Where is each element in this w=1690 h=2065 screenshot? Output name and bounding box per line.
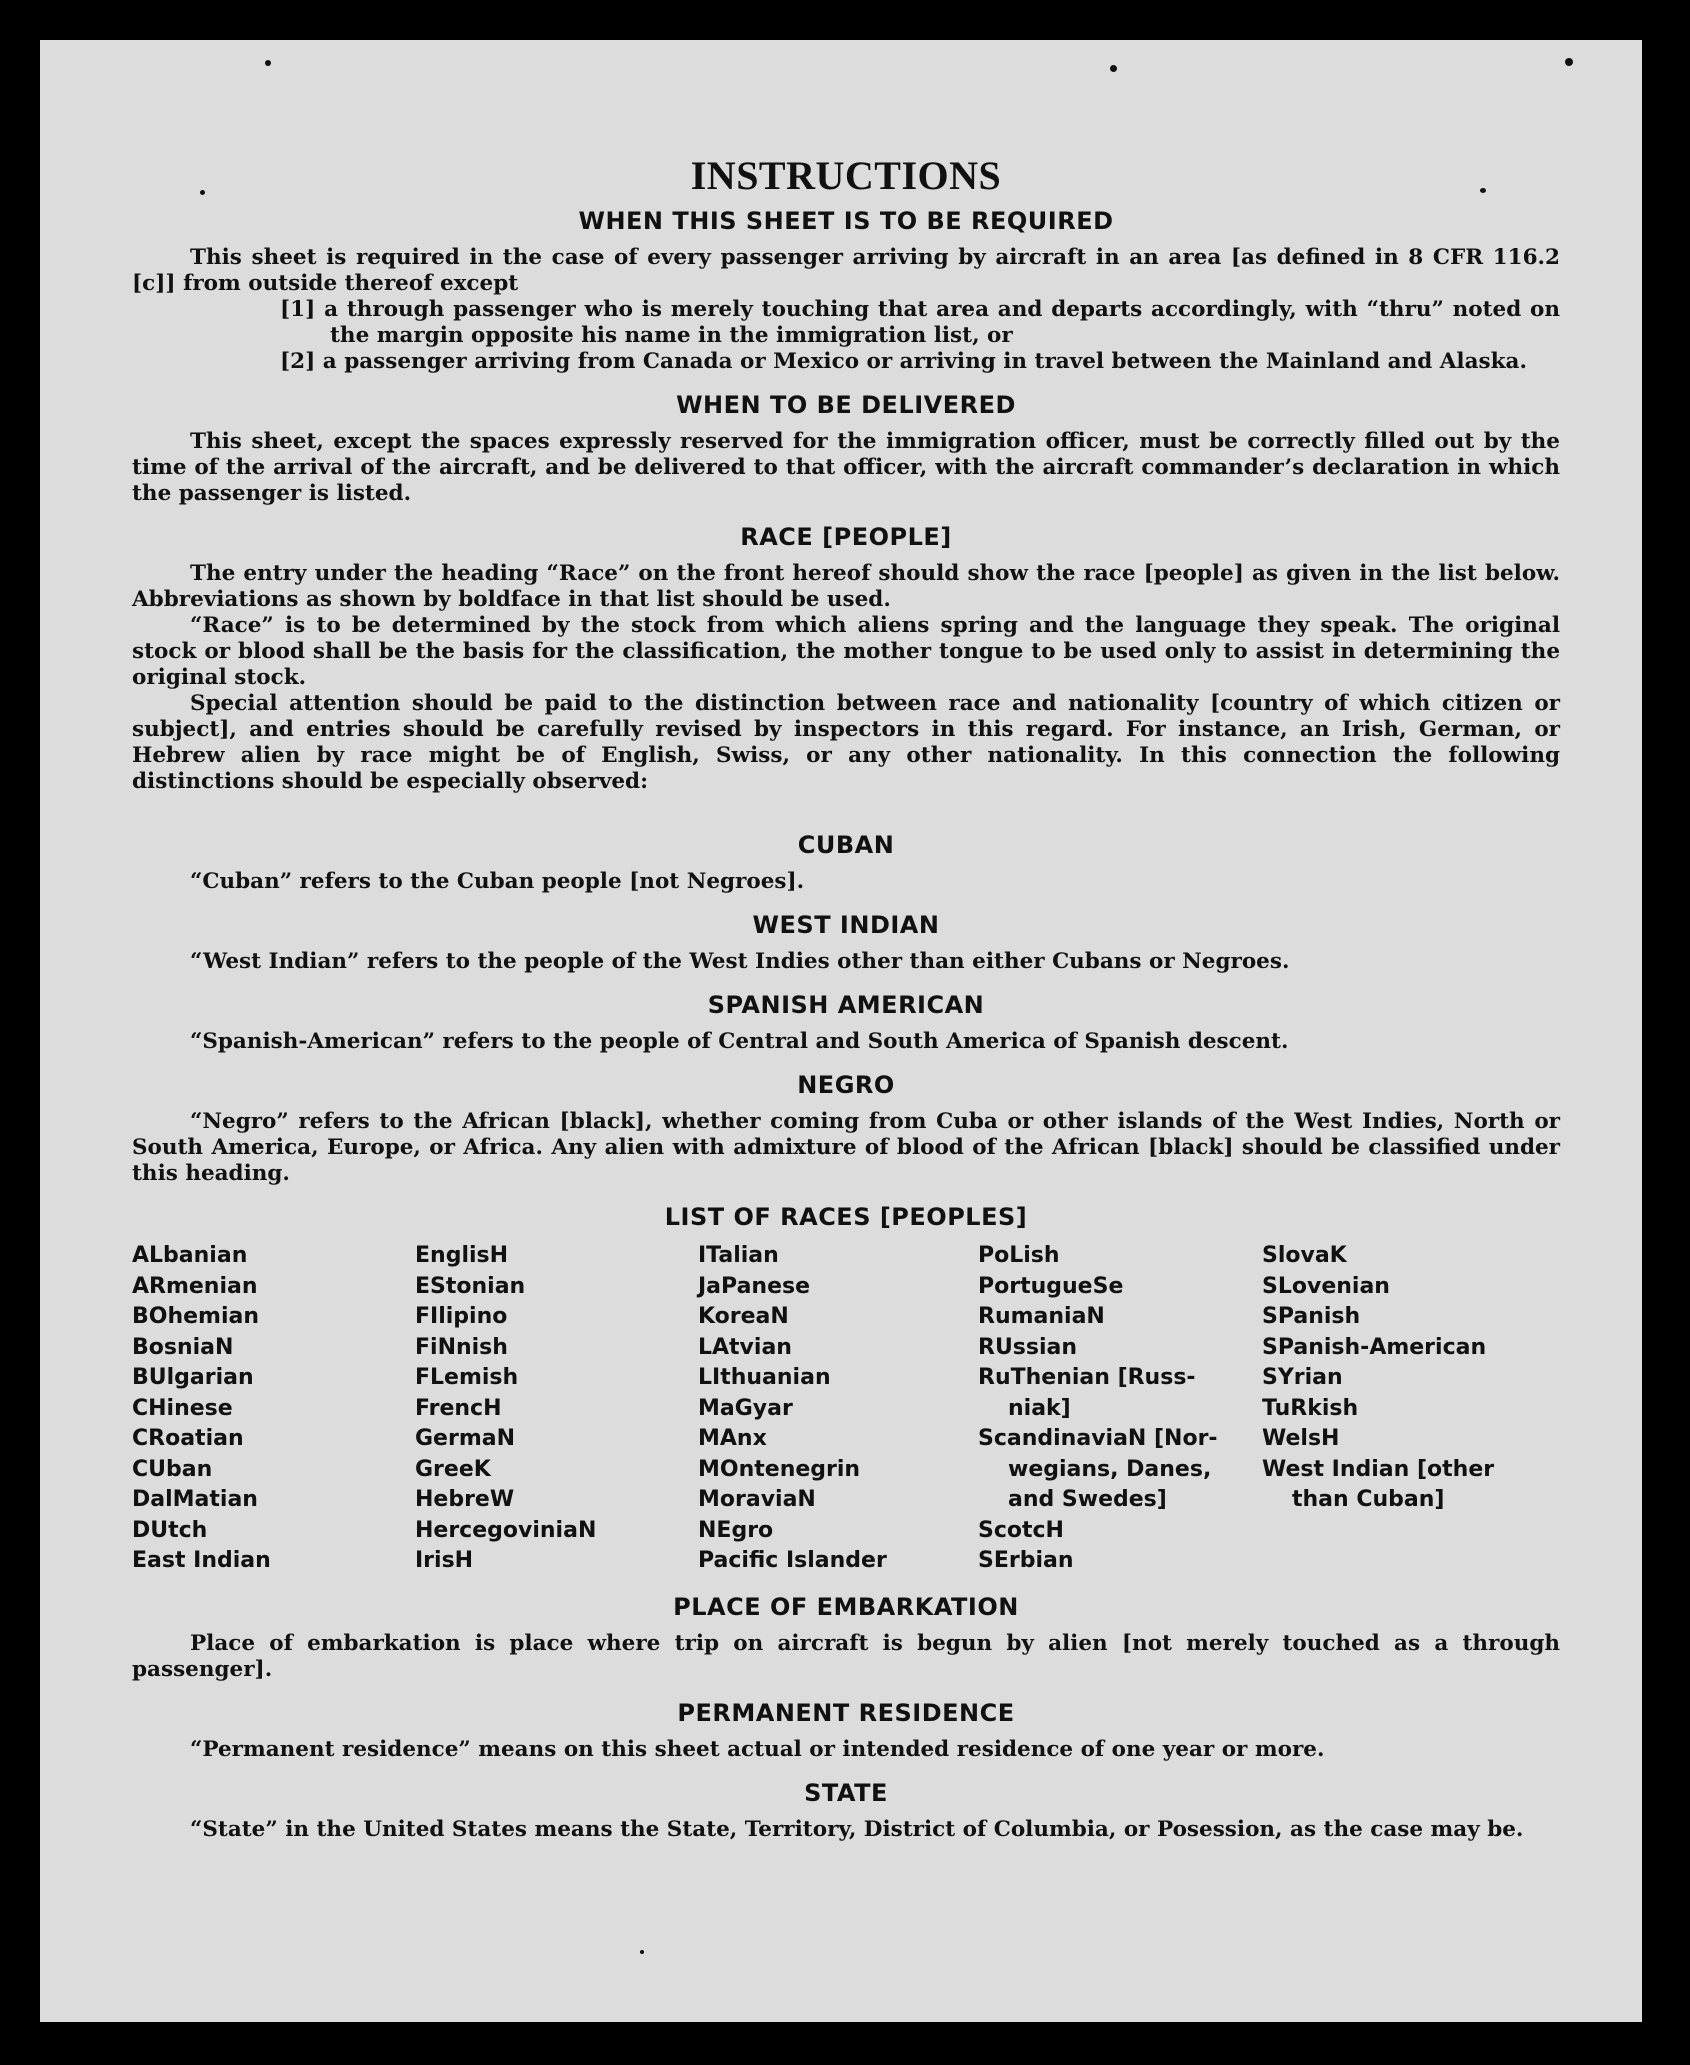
races-list <box>132 1241 1560 1577</box>
scan-speck <box>200 190 205 195</box>
race-entry: IrisH <box>415 1548 474 1573</box>
heading-when-required: WHEN THIS SHEET IS TO BE REQUIRED <box>578 207 1114 235</box>
race-entry: SErbian <box>978 1548 1074 1573</box>
race-entry: West Indian [other <box>1262 1456 1495 1482</box>
race-entry: BOhemian <box>132 1304 260 1329</box>
race-col-2 <box>415 1241 698 1577</box>
race-entry: ScandinaviaN [Nor- <box>978 1426 1218 1451</box>
race-entry: LIthuanian <box>698 1365 831 1390</box>
race-entry: FIlipino <box>415 1304 508 1329</box>
race-entry: BosniaN <box>132 1334 234 1360</box>
heading-permanent-residence: PERMANENT RESIDENCE <box>677 1698 1015 1727</box>
page-title: INSTRUCTIONS <box>690 153 1002 198</box>
scan-speck <box>1480 188 1486 193</box>
state-text: “State” in the United States means the State, Territory, District of Columbia, or Posession, as the case may be. <box>190 1816 1524 1842</box>
race-paragraph-1: The entry under the heading “Race” on the front hereof should show the race [people] as given in the list below. Abbreviations as shown by boldface in that list should be used. <box>132 561 1560 612</box>
race-entry: Pacific Islander <box>698 1548 887 1573</box>
race-entry: niak] <box>1008 1395 1071 1421</box>
heading-race: RACE [PEOPLE] <box>740 523 952 551</box>
race-entry: NEgro <box>698 1517 774 1543</box>
race-entry: ARmenian <box>132 1273 258 1299</box>
heading-spanish-american: SPANISH AMERICAN <box>707 991 985 1019</box>
scan-speck <box>1110 65 1117 72</box>
race-entry: EStonian <box>415 1273 526 1299</box>
race-entry: DUtch <box>132 1517 208 1543</box>
race-entry: SlovaK <box>1262 1243 1347 1268</box>
race-entry: wegians, Danes, <box>1008 1456 1212 1482</box>
race-entry: GermaN <box>415 1426 516 1451</box>
race-entry: JaPanese <box>698 1273 811 1299</box>
race-entry: GreeK <box>415 1456 491 1482</box>
race-entry: SLovenian <box>1262 1273 1390 1299</box>
residence-text: “Permanent residence” means on this sheet actual or intended residence of one year or more. <box>190 1736 1325 1762</box>
race-entry: RumaniaN <box>978 1304 1105 1329</box>
race-entry: and Swedes] <box>1008 1487 1167 1512</box>
race-entry: RUssian <box>978 1334 1078 1360</box>
west-indian-text: “West Indian” refers to the people of the West Indies other than either Cubans or Negroes. <box>190 949 1290 974</box>
race-entry: SPanish-American <box>1262 1334 1487 1360</box>
heading-list-of-races: LIST OF RACES [PEOPLES] <box>664 1203 1028 1231</box>
heading-cuban: CUBAN <box>797 831 895 859</box>
race-entry: BUlgarian <box>132 1365 254 1390</box>
race-paragraph-3: Special attention should be paid to the distinction between race and nationality [country of which citizen or subject], and entries should be carefully revised by inspectors in this regard. For instance, an Irish, German, or Hebrew alien by race might be of English, Swiss, or any other nationality. In this connection the following distinctions should be especially observed: <box>132 691 1560 794</box>
race-paragraph-2: “Race” is to be determined by the stock from which aliens spring and the language they speak. The original stock or blood shall be the basis for the classification, the mother tongue to be used only to assist in determining the original stock. <box>132 613 1560 690</box>
race-col-4 <box>978 1241 1262 1577</box>
race-entry: FLemish <box>415 1365 519 1390</box>
race-entry: WelsH <box>1262 1426 1340 1451</box>
race-entry: East Indian <box>132 1548 271 1573</box>
spanish-american-text: “Spanish-American” refers to the people of Central and South America of Spanish descent. <box>190 1029 1289 1054</box>
race-col-3 <box>698 1241 978 1577</box>
heading-place-of-embarkation: PLACE OF EMBARKATION <box>673 1592 1019 1621</box>
race-entry: MaGyar <box>698 1395 793 1421</box>
race-entry: CRoatian <box>132 1426 244 1451</box>
race-entry: PortugueSe <box>978 1273 1124 1299</box>
cuban-text: “Cuban” refers to the Cuban people [not Negroes]. <box>190 869 805 894</box>
race-entry: ScotcH <box>978 1517 1064 1543</box>
race-entry: EnglisH <box>415 1243 509 1268</box>
race-entry: HercegoviniaN <box>415 1517 597 1543</box>
negro-text: “Negro” refers to the African [black], whether coming from Cuba or other islands of the West Indies, North or South America, Europe, or Africa. Any alien with admixture of blood of the African [black] should be classified under this heading. <box>132 1109 1560 1186</box>
required-item-1: [1] a through passenger who is merely touching that area and departs accordingly, with “thru” noted on the margin opposite his name in the immigration list, or <box>280 297 1560 348</box>
race-entry: SYrian <box>1262 1365 1343 1390</box>
race-entry: FiNnish <box>415 1334 508 1360</box>
race-entry: PoLish <box>978 1243 1060 1268</box>
required-intro: This sheet is required in the case of every passenger arriving by aircraft in an area [as defined in 8 CFR 116.2 [c]] from outside thereof except <box>132 245 1560 296</box>
race-entry: ITalian <box>698 1243 779 1268</box>
heading-when-delivered: WHEN TO BE DELIVERED <box>676 391 1016 419</box>
race-entry: FrencH <box>415 1395 502 1421</box>
race-entry: SPanish <box>1262 1304 1361 1329</box>
race-col-5 <box>1262 1241 1542 1577</box>
race-entry: TuRkish <box>1262 1395 1359 1421</box>
heading-negro: NEGRO <box>797 1071 895 1099</box>
race-entry: than Cuban] <box>1292 1487 1445 1512</box>
embarkation-text: Place of embarkation is place where trip on aircraft is begun by alien [not merely touched as a through passenger]. <box>132 1630 1560 1682</box>
scan-speck <box>640 1950 644 1954</box>
race-entry: MOntenegrin <box>698 1456 861 1482</box>
race-entry: HebreW <box>415 1487 515 1512</box>
race-entry: CUban <box>132 1456 213 1482</box>
race-entry: KoreaN <box>698 1304 789 1329</box>
race-entry: MoraviaN <box>698 1487 816 1512</box>
race-col-1 <box>132 1241 415 1577</box>
heading-west-indian: WEST INDIAN <box>752 911 940 939</box>
scan-speck <box>265 60 271 66</box>
heading-state: STATE <box>804 1778 888 1807</box>
race-entry: MAnx <box>698 1426 767 1451</box>
required-item-2: [2] a passenger arriving from Canada or Mexico or arriving in travel between the Mainland and Alaska. <box>280 349 1527 374</box>
race-entry: LAtvian <box>698 1334 792 1360</box>
race-entry: DalMatian <box>132 1487 258 1512</box>
race-entry: ALbanian <box>132 1243 248 1268</box>
race-entry: CHinese <box>132 1395 233 1421</box>
instruction-sheet <box>40 40 1642 2022</box>
delivered-text: This sheet, except the spaces expressly reserved for the immigration officer, must be correctly filled out by the time of the arrival of the aircraft, and be delivered to that officer, with the aircraft commander’s declaration in which the passenger is listed. <box>132 429 1560 506</box>
race-entry: RuThenian [Russ- <box>978 1365 1196 1390</box>
scan-speck <box>1565 58 1573 66</box>
